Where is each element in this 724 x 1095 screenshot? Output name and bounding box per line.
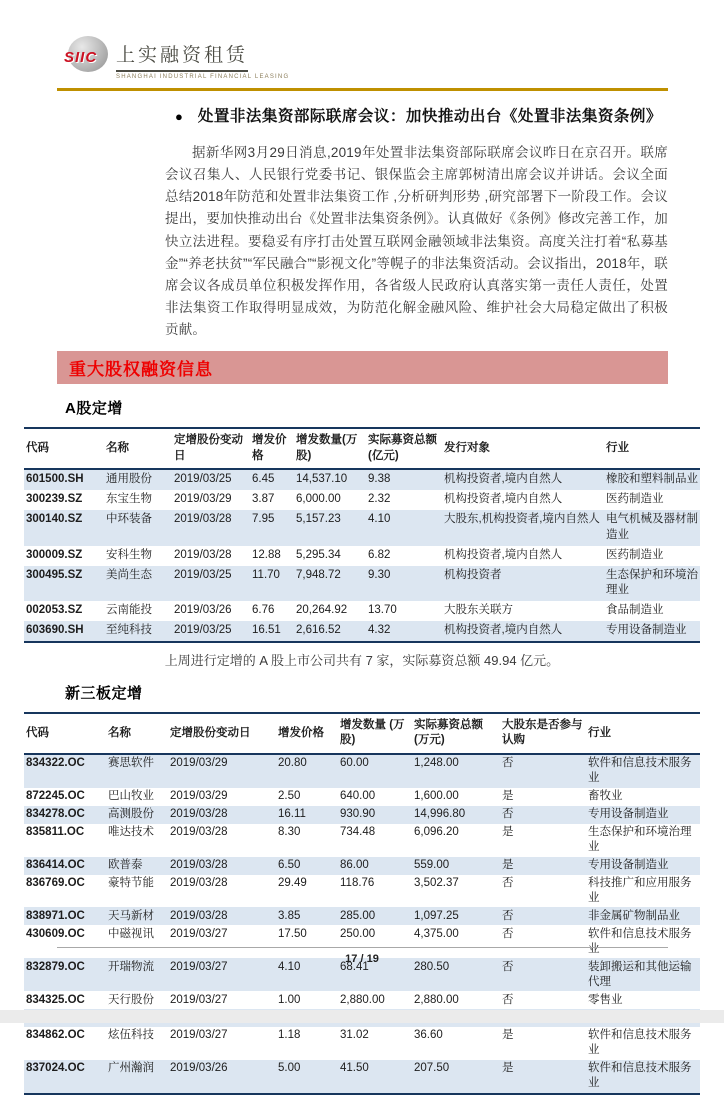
table-cell: 2019/03/28: [170, 909, 228, 922]
table-cell: 机构投资者: [444, 568, 502, 581]
table-cell: 16.51: [252, 624, 281, 637]
banner-title: 重大股权融资信息: [69, 360, 213, 380]
column-header: 增发数量 (万股): [338, 713, 412, 754]
table-cell: 科技推广和应用服务业: [588, 877, 692, 904]
column-header: 代码: [24, 428, 104, 469]
table-cell: 东宝生物: [106, 493, 152, 506]
column-header: 行业: [604, 428, 700, 469]
table-row: [24, 546, 700, 566]
table-cell: 橡胶和塑料制品业: [606, 473, 698, 486]
table-cell: 2019/03/26: [174, 604, 232, 617]
a-share-summary: 上周进行定增的 A 股上市公司共有 7 家，实际募资总额 49.94 亿元。: [164, 652, 560, 668]
table-cell: 601500.SH: [26, 473, 84, 486]
table-cell: 6.45: [252, 473, 275, 486]
table-cell: 美尚生态: [106, 568, 152, 581]
neeq-section: [0, 682, 724, 1095]
table-cell: 834278.OC: [26, 808, 85, 821]
table-cell: 云南能投: [106, 604, 152, 617]
footer-divider: [57, 947, 668, 948]
table-cell: 医药制造业: [606, 548, 664, 561]
table-cell: 14,996.80: [414, 808, 466, 821]
table-cell: 装卸搬运和其他运输代理: [588, 960, 692, 988]
table-cell: 6,000.00: [296, 493, 341, 506]
column-header: 定增股份变动日: [168, 713, 276, 754]
table-cell: 4.10: [278, 960, 301, 973]
section-banner: [57, 351, 668, 384]
table-cell: 2,616.52: [296, 624, 341, 637]
table-cell: 2019/03/28: [170, 808, 228, 821]
table-cell: 2019/03/29: [170, 790, 228, 803]
table-cell: 16.11: [278, 808, 306, 821]
table-cell: 250.00: [340, 927, 376, 940]
table-cell: 14,537.10: [296, 473, 348, 486]
masthead: [0, 0, 724, 91]
table-cell: 280.50: [414, 960, 450, 973]
table-cell: 食品制造业: [606, 604, 664, 617]
table-row: [24, 788, 700, 806]
page-number: 17 / 19: [345, 953, 379, 965]
table-cell: 5,295.34: [296, 548, 341, 561]
column-header: 实际募资总额(万元): [412, 713, 500, 754]
table-cell: 836769.OC: [26, 877, 85, 890]
table-cell: 欧普泰: [108, 859, 143, 872]
table-cell: 1.18: [278, 1029, 301, 1042]
column-header: 行业: [586, 713, 700, 754]
table-cell: 非金属矿物制品业: [588, 909, 680, 922]
table-cell: 2019/03/27: [170, 1029, 228, 1042]
article-title-row: [175, 101, 668, 134]
table-cell: 1,248.00: [414, 757, 459, 770]
table-cell: 31.02: [340, 1029, 369, 1042]
page-bottom-edge: [0, 1010, 724, 1023]
table-cell: 机构投资者,境内自然人: [444, 473, 563, 486]
table-cell: 赛思软件: [108, 757, 154, 770]
table-cell: 6.50: [278, 859, 301, 872]
table-row: [24, 857, 700, 875]
table-cell: 6.82: [368, 548, 391, 561]
table-cell: 机构投资者,境内自然人: [444, 493, 563, 506]
table-row: [24, 601, 700, 621]
table-cell: 是: [502, 859, 514, 872]
table-cell: 开瑞物流: [108, 960, 154, 973]
table-cell: 2019/03/25: [174, 624, 232, 637]
table-cell: 29.49: [278, 877, 307, 890]
column-header: 代码: [24, 713, 106, 754]
table-cell: 专用设备制造业: [588, 859, 669, 872]
table-cell: 7.95: [252, 512, 275, 525]
table-cell: 9.38: [368, 473, 391, 486]
table-cell: 430609.OC: [26, 927, 85, 940]
table-cell: 60.00: [340, 757, 369, 770]
neeq-placement-table: [24, 712, 700, 1095]
table-cell: 6,096.20: [414, 826, 459, 839]
table-cell: 834325.OC: [26, 993, 85, 1006]
bullet-icon: ●: [175, 108, 183, 124]
table-cell: 4,375.00: [414, 927, 459, 940]
table-cell: 8.30: [278, 826, 301, 839]
table-cell: 834862.OC: [26, 1029, 85, 1042]
table-cell: 是: [502, 1062, 514, 1075]
table-cell: 电气机械及器材制造业: [606, 512, 698, 541]
table-cell: 36.60: [414, 1029, 443, 1042]
siic-globe-icon: [64, 36, 108, 72]
table-cell: 640.00: [340, 790, 376, 803]
table-cell: 2019/03/27: [170, 960, 228, 973]
column-header: 增发价格: [250, 428, 294, 469]
table-cell: 9.30: [368, 568, 391, 581]
table-cell: 1,600.00: [414, 790, 459, 803]
table-cell: 86.00: [340, 859, 369, 872]
table-cell: 3,502.37: [414, 877, 459, 890]
table-cell: 炫伍科技: [108, 1029, 154, 1042]
table-cell: 否: [502, 877, 514, 890]
table-cell: 是: [502, 1029, 514, 1042]
table-header-row: [24, 713, 700, 754]
table-cell: 否: [502, 993, 514, 1006]
table-cell: 20,264.92: [296, 604, 348, 617]
table-cell: 大股东,机构投资者,境内自然人: [444, 512, 600, 525]
table-cell: 285.00: [340, 909, 376, 922]
table-cell: 2019/03/26: [170, 1062, 228, 1075]
company-name-cn: 上实融资租赁: [116, 40, 248, 72]
table-cell: 837024.OC: [26, 1062, 85, 1075]
table-cell: 机构投资者,境内自然人: [444, 548, 563, 561]
table-cell: 300239.SZ: [26, 493, 83, 506]
table-cell: 4.32: [368, 624, 391, 637]
table-cell: 巴山牧业: [108, 790, 154, 803]
table-cell: 2019/03/29: [174, 493, 232, 506]
news-article: [165, 101, 668, 342]
table-cell: 天行股份: [108, 993, 154, 1006]
table-cell: 2019/03/27: [170, 993, 228, 1006]
table-row: [24, 991, 700, 1009]
table-row: [24, 875, 700, 908]
table-row: [24, 490, 700, 510]
article-body: 据新华网3月29日消息,2019年处置非法集资部际联席会议昨日在京召开。联席会议召集人、人民银行党委书记、银保监会主席郭树清出席会议并讲话。会议全面总结2018年防范和处置非法集资工作 ,分析研判形势 ,研究部署下一阶段工作。会议提出，要加快推动出台《处置非法集资条例》。认真做好《条例》修改完善工作，加快立法进程。要稳妥有序打击处置互联网金融领域非法集资。高度关注打着“私募基金”“养老扶贫”“军民融合”“影视文化”等幌子的非法集资活动。会议指出，2018年，联席会议各成员单位积极发挥作用，各省级人民政府认真落实第一责任人责任，处置非法集资工作取得明显成效，为防范化解金融风险、维护社会大局稳定做出了积极贡献。: [165, 145, 668, 338]
table-cell: 否: [502, 927, 514, 940]
table-cell: 软件和信息技术服务业: [588, 927, 692, 955]
table-cell: 1.00: [278, 993, 301, 1006]
table-cell: 软件和信息技术服务业: [588, 1062, 692, 1090]
table-row: [24, 469, 700, 490]
table-cell: 至纯科技: [106, 624, 152, 637]
table-row: [24, 621, 700, 642]
table-cell: 否: [502, 909, 514, 922]
table-cell: 中环装备: [106, 512, 152, 525]
table-header-row: [24, 428, 700, 469]
table-cell: 2019/03/28: [170, 859, 228, 872]
table-cell: 12.88: [252, 548, 281, 561]
table-cell: 软件和信息技术服务业: [588, 1029, 692, 1057]
table-cell: 是: [502, 790, 514, 803]
table-row: [24, 824, 700, 857]
article-title: 处置非法集资部际联席会议：加快推动出台《处置非法集资条例》: [197, 107, 662, 125]
table-cell: 软件和信息技术服务业: [588, 757, 692, 785]
table-cell: 医药制造业: [606, 493, 664, 506]
table-cell: 中磁视讯: [108, 927, 154, 940]
column-header: 实际募资总额(亿元): [366, 428, 442, 469]
table-cell: 300495.SZ: [26, 568, 83, 581]
table-cell: 834322.OC: [26, 757, 85, 770]
table-row: [24, 1060, 700, 1094]
table-cell: 广州瀚润: [108, 1062, 154, 1075]
section-heading-a-share: A股定增: [65, 400, 123, 418]
table-cell: 2019/03/28: [174, 548, 232, 561]
column-header: 名称: [104, 428, 172, 469]
logo-text-block: [116, 36, 289, 80]
table-row: [24, 907, 700, 925]
table-cell: 2019/03/25: [174, 568, 232, 581]
table-row: [24, 806, 700, 824]
table-cell: 零售业: [588, 993, 623, 1006]
section-heading-neeq: 新三板定增: [65, 684, 143, 702]
table-cell: 生态保护和环境治理业: [588, 826, 692, 854]
table-cell: 11.70: [252, 568, 280, 581]
table-cell: 2.32: [368, 493, 391, 506]
table-cell: 唯达技术: [108, 826, 154, 839]
table-cell: 002053.SZ: [26, 604, 83, 617]
table-cell: 专用设备制造业: [588, 808, 669, 821]
table-cell: 安科生物: [106, 548, 152, 561]
column-header: 发行对象: [442, 428, 604, 469]
company-logo: [64, 36, 724, 84]
table-cell: 930.90: [340, 808, 376, 821]
table-cell: 生态保护和环境治理业: [606, 568, 698, 597]
table-cell: 559.00: [414, 859, 450, 872]
table-cell: 否: [502, 808, 514, 821]
table-cell: 41.50: [340, 1062, 369, 1075]
table-cell: 734.48: [340, 826, 376, 839]
column-header: 增发价格: [276, 713, 338, 754]
table-cell: 2019/03/25: [174, 473, 232, 486]
table-cell: 豪特节能: [108, 877, 154, 890]
table-cell: 68.41: [340, 960, 369, 973]
table-cell: 13.70: [368, 604, 397, 617]
table-cell: 2019/03/28: [170, 826, 228, 839]
table-cell: 20.80: [278, 757, 307, 770]
table-cell: 1,097.25: [414, 909, 459, 922]
table-cell: 7,948.72: [296, 568, 341, 581]
table-row: [24, 510, 700, 546]
table-cell: 2019/03/29: [170, 757, 228, 770]
table-cell: 专用设备制造业: [606, 624, 687, 637]
a-share-placement-table: [24, 427, 700, 643]
table-cell: 4.10: [368, 512, 391, 525]
table-cell: 是: [502, 826, 514, 839]
a-share-section: [0, 397, 724, 669]
table-cell: 835811.OC: [26, 826, 85, 839]
table-cell: 2.50: [278, 790, 301, 803]
table-cell: 2019/03/28: [170, 877, 228, 890]
table-row: [24, 754, 700, 788]
column-header: 定增股份变动日: [172, 428, 250, 469]
table-cell: 872245.OC: [26, 790, 85, 803]
column-header: 大股东是否参与认购: [500, 713, 586, 754]
table-cell: 118.76: [340, 877, 375, 890]
table-cell: 300140.SZ: [26, 512, 83, 525]
table-row: [24, 566, 700, 602]
table-cell: 2,880.00: [340, 993, 385, 1006]
table-cell: 机构投资者,境内自然人: [444, 624, 563, 637]
table-cell: 836414.OC: [26, 859, 85, 872]
table-cell: 2019/03/27: [170, 927, 228, 940]
company-name-en: SHANGHAI INDUSTRIAL FINANCIAL LEASING: [116, 74, 290, 80]
table-cell: 603690.SH: [26, 624, 84, 637]
column-header: 增发数量(万股): [294, 428, 366, 469]
table-cell: 5,157.23: [296, 512, 341, 525]
table-cell: 大股东关联方: [444, 604, 513, 617]
table-cell: 否: [502, 757, 514, 770]
table-cell: 838971.OC: [26, 909, 85, 922]
table-cell: 否: [502, 960, 514, 973]
table-cell: 天马新材: [108, 909, 154, 922]
table-row: [24, 1027, 700, 1060]
table-cell: 高测股份: [108, 808, 154, 821]
table-cell: 17.50: [278, 927, 307, 940]
table-cell: 6.76: [252, 604, 275, 617]
column-header: 名称: [106, 713, 168, 754]
table-cell: 2019/03/28: [174, 512, 232, 525]
siic-logo-text: SIIC: [64, 49, 98, 66]
table-cell: 3.87: [252, 493, 275, 506]
table-cell: 832879.OC: [26, 960, 85, 973]
table-cell: 300009.SZ: [26, 548, 83, 561]
table-cell: 5.00: [278, 1062, 301, 1075]
table-cell: 207.50: [414, 1062, 450, 1075]
table-cell: 3.85: [278, 909, 301, 922]
table-cell: 畜牧业: [588, 790, 623, 803]
table-cell: 2,880.00: [414, 993, 459, 1006]
header-divider: [57, 88, 668, 91]
table-cell: 通用股份: [106, 473, 152, 486]
